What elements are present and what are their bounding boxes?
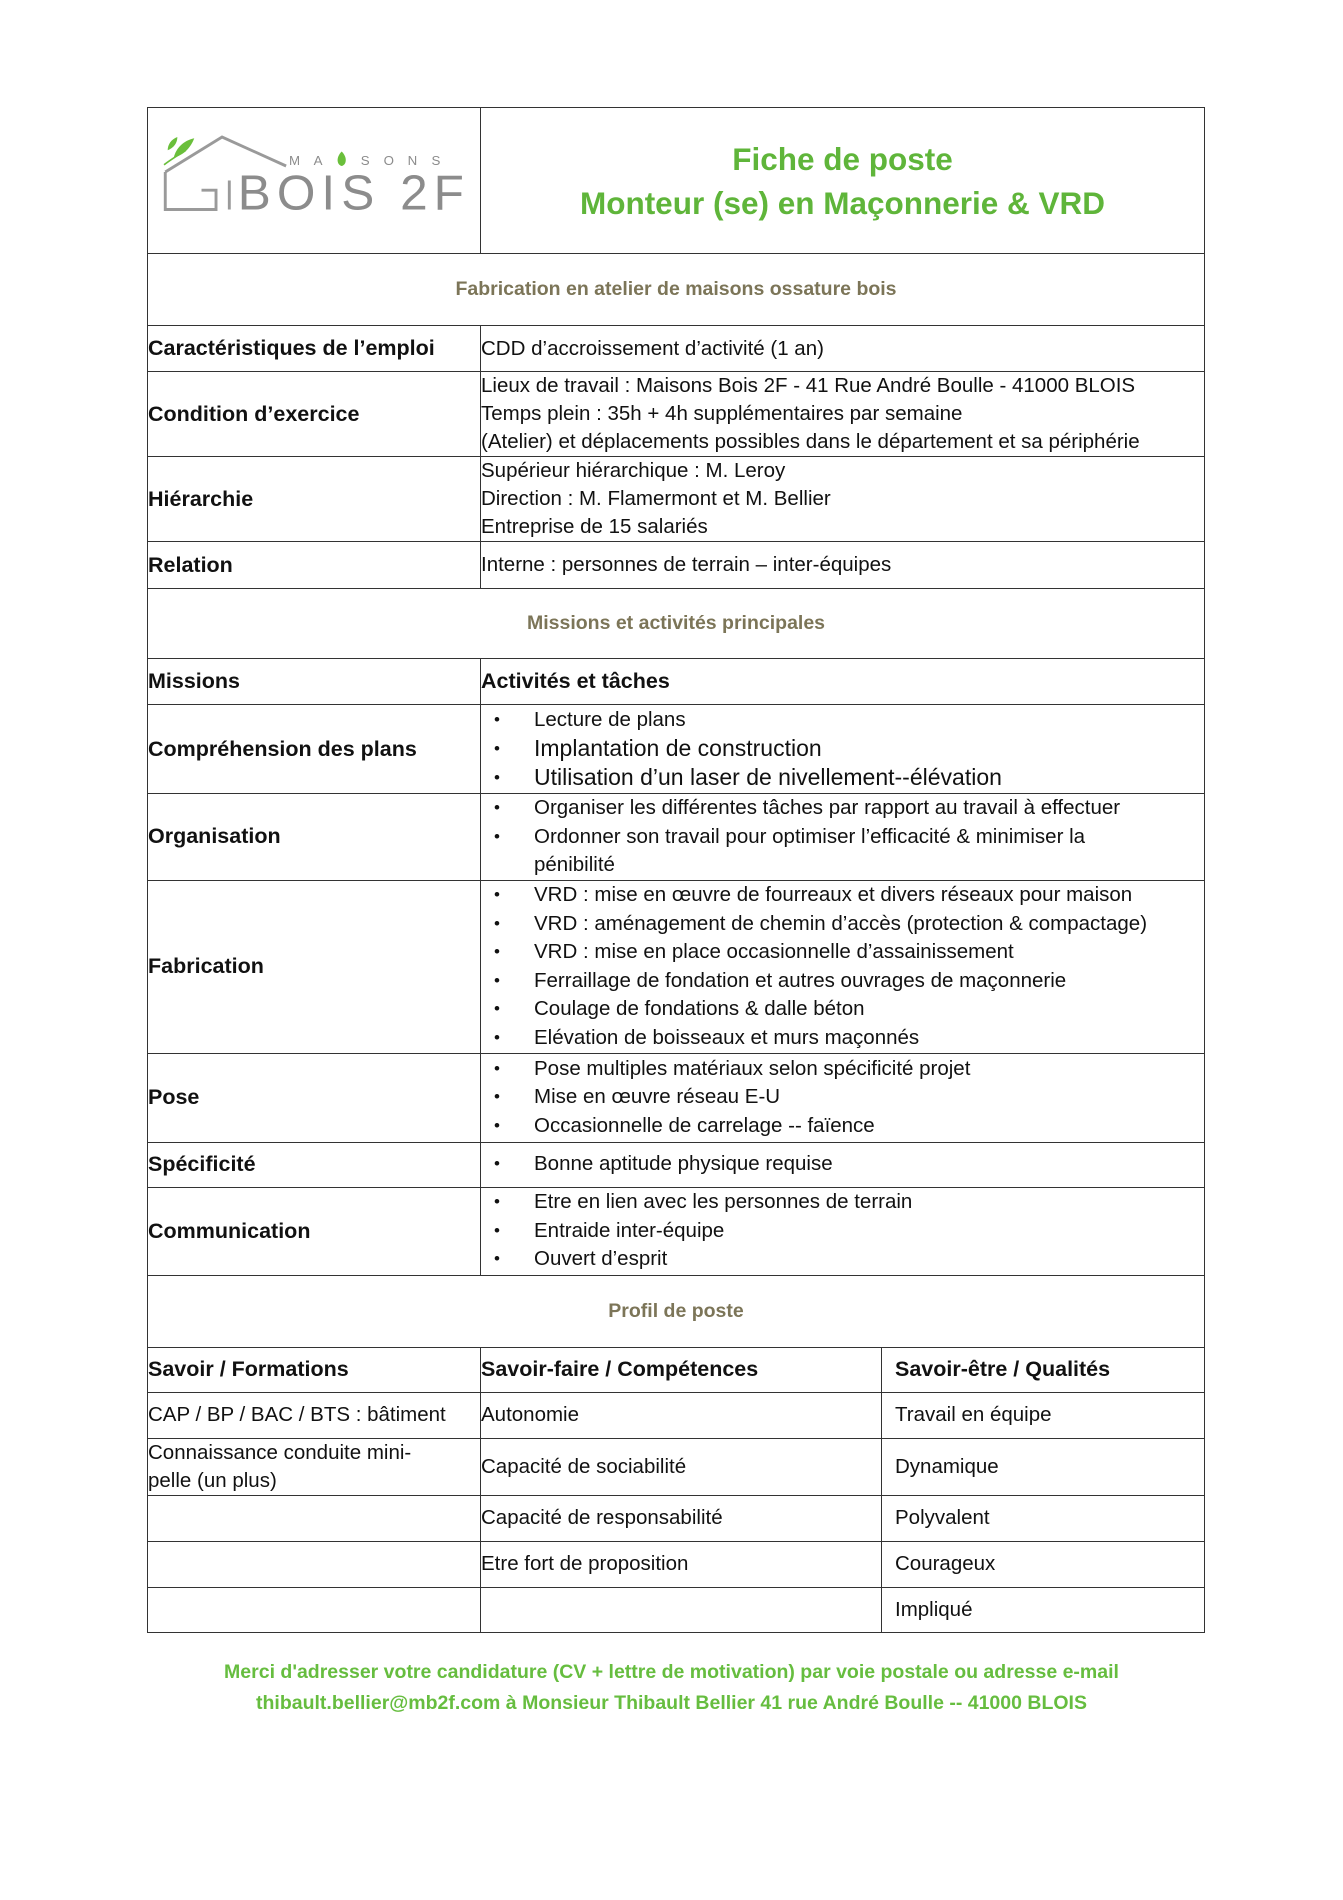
info-value [481, 372, 1205, 457]
info-line: Lieux de travail : Maisons Bois 2F - 41 Rue André Boulle - 41000 BLOIS [481, 374, 1136, 397]
profile-cell-savoir-etre: Travail en équipe [882, 1392, 1205, 1438]
mission-activities [481, 705, 1205, 794]
activity-item: • Lecture de plans [534, 706, 1164, 735]
activity-item: • Etre en lien avec les personnes de terrain [534, 1188, 1164, 1217]
mission-activities [481, 794, 1205, 881]
profile-cell-savoir [148, 1587, 481, 1632]
profile-cell-savoir [148, 1495, 481, 1541]
activity-list [481, 1055, 1204, 1141]
page-title: Fiche de poste [732, 140, 953, 177]
mission-label: Fabrication [148, 880, 481, 1053]
info-label: Hiérarchie [148, 457, 481, 542]
activity-item: • Bonne aptitude physique requise [534, 1150, 1164, 1179]
profile-header-savoir-etre: Savoir-être / Qualités [882, 1347, 1205, 1392]
profile-cell-savoir-faire [481, 1587, 882, 1632]
mission-label: Organisation [148, 794, 481, 881]
activity-item: • Ferraillage de fondation et autres ouvrages de maçonnerie [534, 967, 1164, 996]
mission-activities [481, 1187, 1205, 1275]
info-line: Interne : personnes de terrain – inter-équipes [481, 553, 892, 576]
activity-item: • Organiser les différentes tâches par rapport au travail à effectuer [534, 794, 1164, 823]
activity-item: • Ordonner son travail pour optimiser l’efficacité & minimiser la pénibilité [534, 823, 1164, 880]
logo-letter: O [383, 152, 394, 168]
activity-item: • Implantation de construction [534, 734, 1164, 763]
activity-item: • Mise en œuvre réseau E-U [534, 1083, 1164, 1112]
logo-letter: N [407, 152, 418, 168]
job-description-table [147, 107, 1205, 1633]
mission-activities [481, 1142, 1205, 1187]
activity-item: • VRD : mise en œuvre de fourreaux et divers réseaux pour maison [534, 881, 1164, 910]
activity-item: • Utilisation d’un laser de nivellement--élévation [534, 763, 1164, 792]
company-logo [148, 108, 481, 253]
logo-cell [148, 108, 481, 254]
mission-label: Compréhension des plans [148, 705, 481, 794]
profile-cell-savoir-faire: Autonomie [481, 1392, 882, 1438]
activity-item: • Coulage de fondations & dalle béton [534, 995, 1164, 1024]
activity-item: • VRD : mise en place occasionnelle d’assainissement [534, 938, 1164, 967]
profile-cell-savoir-faire: Capacité de sociabilité [481, 1438, 882, 1495]
info-label: Caractéristiques de l’emploi [148, 326, 481, 372]
activity-list [481, 881, 1204, 1052]
leaf-icon [338, 152, 346, 167]
section-title-missions: Missions et activités principales [148, 589, 1205, 659]
activity-item: • VRD : aménagement de chemin d’accès (protection & compactage) [534, 910, 1164, 939]
activity-item: • Pose multiples matériaux selon spécificité projet [534, 1055, 1164, 1084]
logo-letter: S [360, 152, 370, 168]
profile-cell-savoir-etre: Impliqué [882, 1587, 1205, 1632]
mission-activities [481, 880, 1205, 1053]
activities-column-header: Activités et tâches [481, 659, 1205, 705]
footer-contact-line: thibault.bellier@mb2f.com à Monsieur Thibault Bellier 41 rue André Boulle -- 41000 BLOIS [256, 1692, 1087, 1714]
section-title-fabrication: Fabrication en atelier de maisons ossature bois [148, 254, 1205, 326]
mission-label: Communication [148, 1187, 481, 1275]
info-value [481, 326, 1205, 372]
logo-bois-2f-text: BOIS 2F [237, 165, 470, 221]
title-cell [481, 108, 1205, 254]
activity-item: • Ouvert d’esprit [534, 1245, 1164, 1274]
info-line: Entreprise de 15 salariés [481, 515, 708, 538]
profile-header-savoir: Savoir / Formations [148, 1347, 481, 1392]
info-label: Condition d’exercice [148, 372, 481, 457]
activity-list [481, 794, 1204, 880]
application-instructions [0, 1657, 1343, 1719]
mission-activities [481, 1053, 1205, 1142]
info-line: Direction : M. Flamermont et M. Bellier [481, 487, 831, 510]
logo-letter: M [289, 152, 301, 168]
activity-list [481, 1188, 1204, 1274]
info-line: (Atelier) et déplacements possibles dans le département et sa périphérie [481, 430, 1140, 453]
mission-label: Pose [148, 1053, 481, 1142]
profile-cell-text: Connaissance conduite mini-pelle (un plus) [148, 1440, 412, 1492]
logo-letter: A [313, 152, 323, 168]
footer-line: Merci d'adresser votre candidature (CV + lettre de motivation) par voie postale ou adresse e-mail [224, 1661, 1119, 1683]
info-value [481, 542, 1205, 589]
profile-cell-savoir-faire: Etre fort de proposition [481, 1541, 882, 1587]
page-subtitle: Monteur (se) en Maçonnerie & VRD [579, 184, 1106, 221]
profile-cell-savoir: CAP / BP / BAC / BTS : bâtiment [148, 1392, 481, 1438]
logo-letter: S [431, 152, 441, 168]
activity-list [481, 706, 1204, 793]
info-line: Supérieur hiérarchique : M. Leroy [481, 459, 786, 482]
profile-cell-savoir-faire: Capacité de responsabilité [481, 1495, 882, 1541]
profile-cell-savoir-etre: Polyvalent [882, 1495, 1205, 1541]
info-value [481, 457, 1205, 542]
activity-list [481, 1150, 1204, 1179]
info-line: CDD d’accroissement d’activité (1 an) [481, 336, 824, 360]
mission-label: Spécificité [148, 1142, 481, 1187]
profile-header-savoir-faire: Savoir-faire / Compétences [481, 1347, 882, 1392]
profile-cell-savoir-etre: Dynamique [882, 1438, 1205, 1495]
activity-item: • Entraide inter-équipe [534, 1217, 1164, 1246]
profile-cell-savoir [148, 1541, 481, 1587]
bird-leaf-icon [164, 137, 194, 165]
info-label: Relation [148, 542, 481, 589]
missions-column-header: Missions [148, 659, 481, 705]
profile-cell-savoir [148, 1438, 481, 1495]
info-line: Temps plein : 35h + 4h supplémentaires par semaine [481, 402, 963, 425]
section-title-profile: Profil de poste [148, 1275, 1205, 1347]
activity-item: • Elévation de boisseaux et murs maçonnés [534, 1024, 1164, 1053]
profile-cell-savoir-etre: Courageux [882, 1541, 1205, 1587]
activity-item: • Occasionnelle de carrelage -- faïence [534, 1112, 1164, 1141]
